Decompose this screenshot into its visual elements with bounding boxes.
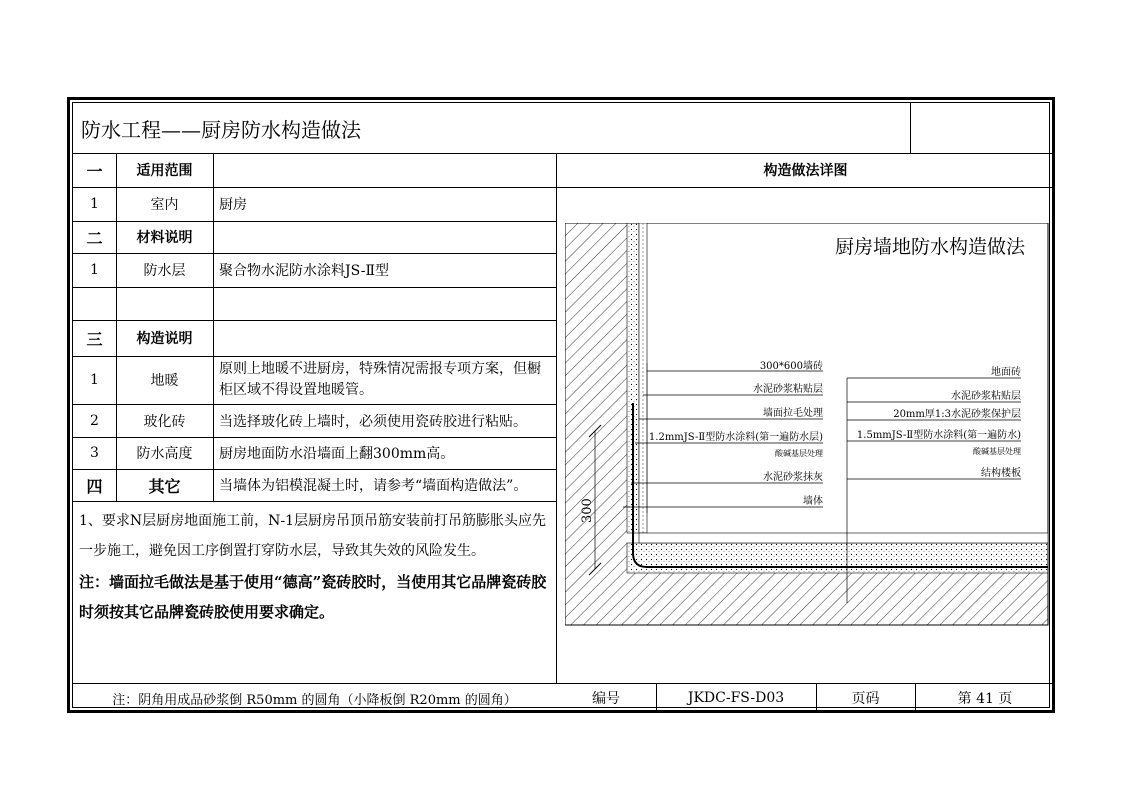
row-name: 玻化砖 <box>143 413 186 430</box>
section-title: 材料说明 <box>136 230 193 246</box>
row-desc: 原则上地暖不进厨房，特殊情况需报专项方案，但橱柜区域不得设置地暖管。 <box>219 361 541 398</box>
code-label: 编号 <box>592 691 620 707</box>
wall-callouts <box>623 359 823 513</box>
floor-slab <box>565 573 1048 625</box>
code-value: JKDC-FS-D03 <box>687 690 785 706</box>
row-name: 防水高度 <box>136 446 193 462</box>
section-title: 构造说明 <box>136 331 193 347</box>
page-label: 页码 <box>851 691 880 707</box>
row-desc: 厨房地面防水沿墙面上翻300mm高。 <box>219 446 455 462</box>
floor-label: 1.5mmJS-Ⅱ型防水涂料(第一遍防水) <box>856 430 1021 441</box>
floor-label: 酸碱基层处理 <box>973 447 1021 456</box>
note-1: 1、要求N层厨房地面施工前，N-1层厨房吊顶吊筋安装前打吊筋膨胀头应先一步施工，避免因工序倒置打穿防水层，导致其失效的风险发生。 <box>79 513 547 559</box>
row-desc: 当墙体为铝模混凝土时，请参考“墙面构造做法”。 <box>219 478 528 494</box>
section-num: 三 <box>86 329 103 349</box>
wall-label: 墙面拉毛处理 <box>763 408 823 419</box>
floor-screed <box>627 543 1048 573</box>
row-desc: 聚合物水泥防水涂料JS-Ⅱ型 <box>219 263 389 279</box>
line <box>213 153 214 501</box>
sheet-inner <box>72 102 1050 708</box>
section-num: 四 <box>86 476 103 496</box>
wall-label: 水泥砂浆抹灰 <box>763 472 823 483</box>
floor-label: 20mm厚1:3水泥砂浆保护层 <box>893 409 1021 420</box>
title-divider <box>910 103 911 153</box>
row-name: 地暖 <box>150 373 179 389</box>
section-num: 一 <box>86 161 103 181</box>
page-title: 防水工程——厨房防水构造做法 <box>81 117 361 142</box>
row-num: 1 <box>90 262 99 278</box>
section-title: 适用范围 <box>136 163 193 179</box>
detail-diagram <box>565 223 1050 627</box>
wall-label: 300*600墙砖 <box>759 361 823 372</box>
row-num: 1 <box>90 196 99 212</box>
note-2: 注：墙面拉毛做法是基于使用“德高”瓷砖胶时，当使用其它品牌瓷砖胶时须按其它品牌瓷砖胶使用要求确定。 <box>79 573 547 621</box>
drawing-sheet <box>67 97 1055 713</box>
line <box>73 501 556 502</box>
section-title: 其它 <box>148 476 181 496</box>
row-desc: 当选择玻化砖上墙时，必须使用瓷砖胶进行粘贴。 <box>219 413 527 430</box>
diagram-title: 厨房墙地防水构造做法 <box>835 236 1026 258</box>
section-num: 二 <box>86 228 103 248</box>
floor-label: 水泥砂浆粘贴层 <box>951 391 1021 402</box>
floor-label: 地面砖 <box>991 367 1021 378</box>
line <box>73 287 556 288</box>
wall-label: 1.2mmJS-Ⅱ型防水涂料(第一遍防水层) <box>648 432 823 443</box>
dimension-text: 300 <box>580 498 595 523</box>
row-num: 2 <box>90 412 99 429</box>
floor-label: 结构楼板 <box>981 468 1021 479</box>
footer-note: 注：阴角用成品砂浆倒 R50mm 的圆角（小降板倒 R20mm 的圆角） <box>112 692 517 708</box>
wall-label: 酸碱基层处理 <box>775 449 823 458</box>
page-value: 第 41 页 <box>957 691 1013 707</box>
row-name: 室内 <box>150 197 179 213</box>
wall-body <box>565 223 627 573</box>
row-name: 防水层 <box>143 263 186 279</box>
main-divider <box>556 153 557 683</box>
wall-tile <box>639 223 647 533</box>
floor-tile <box>639 533 1048 543</box>
row-desc: 厨房 <box>219 197 247 213</box>
row-num: 1 <box>90 372 99 388</box>
detail-header: 构造做法详图 <box>763 163 848 179</box>
wall-label: 墙体 <box>803 496 823 507</box>
row-num: 3 <box>90 445 99 461</box>
wall-label: 水泥砂浆粘贴层 <box>753 384 823 395</box>
